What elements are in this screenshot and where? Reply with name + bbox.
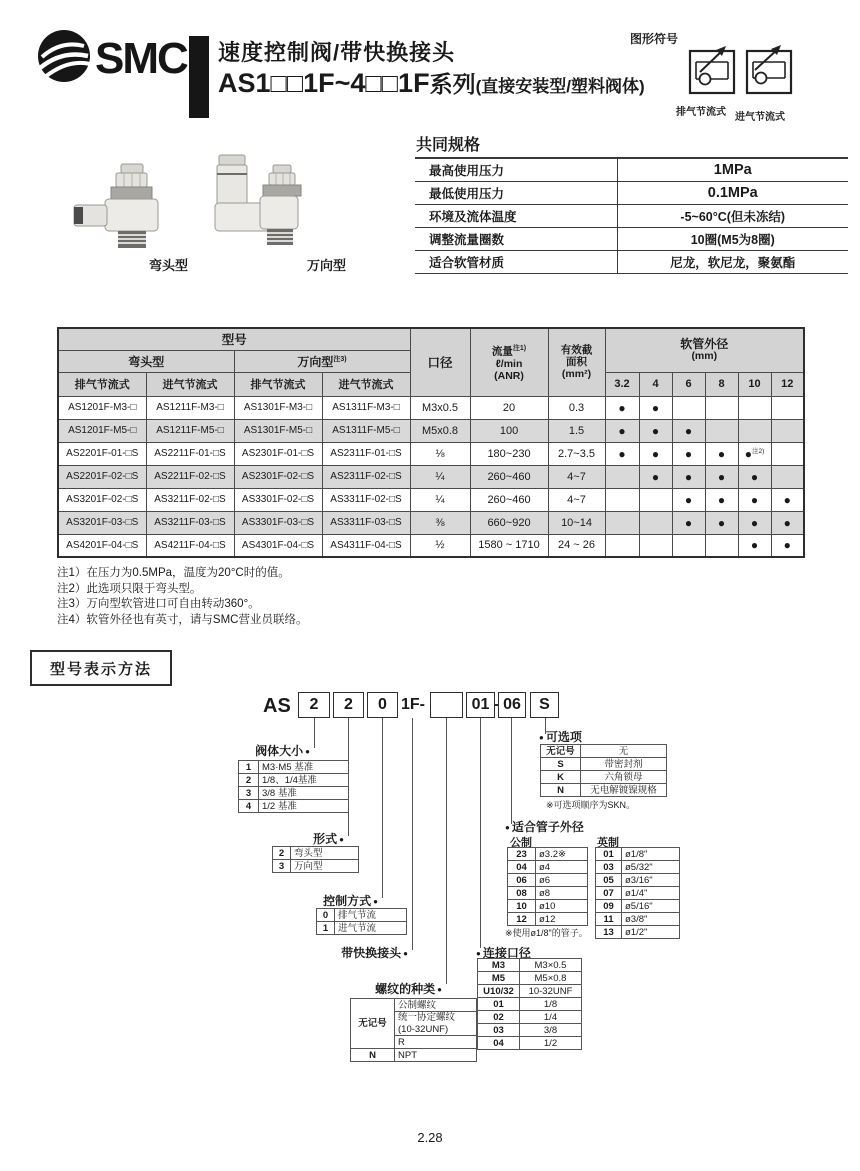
code-box-port: 01 [466,692,495,718]
col-header-od-10: 10 [738,372,771,396]
spec-label: 最高使用压力 [415,158,617,181]
smc-logo [35,26,195,86]
model-elbow-intake: AS2211F-02-□S [146,465,234,488]
tube-od-inch-row: 01 ø1/8" [596,848,680,861]
od-dot-10 [738,419,771,442]
model-elbow-intake: AS1211F-M5-□ [146,419,234,442]
thread-row: 统一协定螺纹 (10-32UNF) [351,1012,477,1036]
od-dot-4: ● [639,442,672,465]
spec-value: 1MPa [617,158,848,181]
col-header-tube-od: 软管外径 (mm) [605,328,804,372]
col-header-od-12: 12 [771,372,804,396]
body-size-title: 阀体大小 ● [255,742,310,759]
spec-label: 适合软管材质 [415,250,617,273]
od-dot-8: ● [705,511,738,534]
tube-od-inch-row: 05 ø3/16" [596,874,680,887]
control-title: 控制方式 ● [323,892,378,909]
control-row: 1 进气节流 [317,922,407,935]
od-dot-10: ● [738,534,771,557]
col-header-od-4: 4 [639,372,672,396]
tube-od-metric-row: 04 ø4 [508,861,588,874]
brand-text: SMC [95,34,187,83]
thread-type-table [350,998,477,1062]
model-universal-intake: AS2311F-02-□S [322,465,410,488]
area-value: 10~14 [548,511,605,534]
tube-od-metric-row: 23 ø3.2※ [508,848,588,861]
form-title: 形式 ● [313,830,344,847]
code-box-form: 2 [333,692,364,718]
code-box-option: S [530,692,559,718]
header-divider-bar [189,36,209,118]
port-size-row: U10/32 10-32UNF [478,985,582,998]
spec-row [415,204,848,227]
series-title [218,66,645,99]
od-dot-12 [771,396,804,419]
thread-row: N NPT [351,1049,477,1062]
leader-line-body-size [314,718,315,748]
code-box-thread [430,692,463,718]
thread-type-title: 螺纹的种类 ● [375,980,442,997]
od-dot-8: ● [705,442,738,465]
spec-label: 环境及流体温度 [415,204,617,227]
options-note: ※可选项顺序为SKN。 [546,800,636,810]
graphic-symbols-label: 图形符号 [630,32,679,46]
model-elbow-exhaust: AS3201F-03-□S [58,511,146,534]
col-header-od-3_2: 3.2 [605,372,639,396]
model-selection-table [57,327,805,558]
od-dot-12 [771,465,804,488]
col-header-exhaust-1: 排气节流式 [58,372,146,396]
bore-value: M3x0.5 [410,396,470,419]
od-dot-6: ● [672,488,705,511]
col-header-flow: 流量$^{注1)}$ ℓ/min (ANR) [470,328,548,396]
tube-od-inch-row: 11 ø3/8" [596,913,680,926]
tube-od-metric-row: 08 ø8 [508,887,588,900]
model-table-row [58,442,804,465]
series-subtitle: (直接安装型/塑料阀体) [475,77,645,96]
flow-value: 1580 ~ 1710 [470,534,548,557]
model-table-row [58,419,804,442]
body-size-table [238,760,349,813]
control-table [316,908,407,935]
leader-line-tube-od [511,718,512,824]
options-title: ● 可选项 [539,728,582,745]
code-prefix: AS [263,695,291,717]
tube-od-inch-row: 03 ø5/32" [596,861,680,874]
model-table-row [58,534,804,557]
spec-label: 最低使用压力 [415,181,617,204]
spec-row [415,250,848,273]
model-universal-exhaust: AS1301F-M3-□ [234,396,322,419]
od-dot-4 [639,534,672,557]
od-dot-10: ● [738,511,771,534]
body-size-row: 3 3/8 基准 [239,787,349,800]
model-universal-exhaust: AS1301F-M5-□ [234,419,322,442]
od-dot-6 [672,534,705,557]
od-dot-4: ● [639,419,672,442]
thread-row: 无记号 公制螺纹 [351,999,477,1012]
universal-valve-image [205,152,325,260]
spec-value: 尼龙，软尼龙，聚氨酯 [617,250,848,273]
od-dot-8: ● [705,488,738,511]
code-box-body-size: 2 [298,692,330,718]
spec-row [415,181,848,204]
body-size-row: 4 1/2 基准 [239,800,349,813]
od-dot-4 [639,488,672,511]
universal-type-caption: 万向型 [307,258,347,273]
series-model-range: AS1□□1F~4□□1F [218,68,430,98]
model-table-row [58,396,804,419]
form-table [272,846,359,873]
col-header-od-8: 8 [705,372,738,396]
model-elbow-exhaust: AS2201F-02-□S [58,465,146,488]
flow-value: 100 [470,419,548,442]
model-elbow-intake: AS4211F-04-□S [146,534,234,557]
col-header-od-6: 6 [672,372,705,396]
page-number: 2.28 [417,1130,443,1145]
page-title: 速度控制阀/带快换接头 [218,40,456,65]
bore-value: ⅜ [410,511,470,534]
od-dot-4: ● [639,396,672,419]
body-size-row: 1 M3·M5 基准 [239,761,349,774]
spec-row [415,158,848,181]
series-word: 系列 [429,71,476,97]
symbol-caption-intake: 进气节流式 [735,112,785,123]
model-elbow-exhaust: AS1201F-M3-□ [58,396,146,419]
note-line: 注2）此选项只限于弯头型。 [57,582,202,595]
area-value: 4~7 [548,465,605,488]
col-header-model: 型号 [58,328,410,350]
metric-note: ※使用ø1/8"的管子。 [505,928,588,938]
od-dot-8: ● [705,465,738,488]
options-row: 无记号 无 [541,745,667,758]
od-dot-3_2 [605,465,639,488]
bore-value: ½ [410,534,470,557]
area-value: 1.5 [548,419,605,442]
od-dot-6: ● [672,419,705,442]
code-mid-1f: 1F- [401,696,425,713]
flow-value: 20 [470,396,548,419]
od-dot-8 [705,419,738,442]
model-universal-intake: AS2311F-01-□S [322,442,410,465]
inch-label: 英制 [597,837,619,849]
col-header-exhaust-2: 排气节流式 [234,372,322,396]
model-elbow-intake: AS3211F-02-□S [146,488,234,511]
form-row: 2 弯头型 [273,847,359,860]
tube-od-metric-row: 06 ø6 [508,874,588,887]
tube-od-metric-row: 12 ø12 [508,913,588,926]
model-universal-exhaust: AS3301F-03-□S [234,511,322,534]
model-universal-exhaust: AS2301F-02-□S [234,465,322,488]
leader-line-thread [446,718,447,984]
col-header-intake-2: 进气节流式 [322,372,410,396]
model-elbow-exhaust: AS2201F-01-□S [58,442,146,465]
options-row: S 带密封剂 [541,758,667,771]
flow-value: 180~230 [470,442,548,465]
col-header-bore: 口径 [410,328,470,396]
od-dot-6: ● [672,465,705,488]
port-size-row: M5 M5×0.8 [478,972,582,985]
od-dot-12: ● [771,534,804,557]
elbow-valve-image [68,162,198,257]
col-header-universal: 万向型$^{注3)}$ [234,350,410,372]
metric-label: 公制 [510,837,532,849]
port-size-row: 01 1/8 [478,998,582,1011]
model-universal-exhaust: AS2301F-01-□S [234,442,322,465]
od-dot-10: ●$^{注2)}$ [738,442,771,465]
od-dot-4: ● [639,465,672,488]
area-value: 2.7~3.5 [548,442,605,465]
od-dot-3_2: ● [605,419,639,442]
od-dot-10: ● [738,488,771,511]
port-size-row: 04 1/2 [478,1037,582,1050]
od-dot-3_2 [605,534,639,557]
spec-value: 0.1MPa [617,181,848,204]
quick-fitting-label: 带快换接头 ● [341,944,408,961]
model-table-row [58,465,804,488]
od-dot-8 [705,534,738,557]
common-specs-title: 共同规格 [416,137,481,154]
od-dot-3_2 [605,511,639,534]
model-elbow-exhaust: AS4201F-04-□S [58,534,146,557]
port-size-row: M3 M3×0.5 [478,959,582,972]
od-dot-12 [771,419,804,442]
bore-value: ¼ [410,465,470,488]
spec-label: 调整流量圈数 [415,227,617,250]
model-universal-intake: AS3311F-03-□S [322,511,410,534]
form-row: 3 万向型 [273,860,359,873]
notes-list [57,566,307,628]
intake-throttle-symbol-icon [745,40,793,96]
bore-value: ⅛ [410,442,470,465]
note-line: 注3）万向型软管进口可自由转动360°。 [57,598,260,610]
bore-value: ¼ [410,488,470,511]
flow-value: 260~460 [470,488,548,511]
common-specs-table [415,157,848,274]
options-row: K 六角锁母 [541,771,667,784]
flow-value: 260~460 [470,465,548,488]
tube-od-inch-table [595,847,680,939]
options-table [540,744,667,797]
model-table-row [58,488,804,511]
port-size-table [477,958,582,1050]
model-universal-intake: AS4311F-04-□S [322,534,410,557]
model-universal-intake: AS1311F-M3-□ [322,396,410,419]
od-dot-8 [705,396,738,419]
col-header-elbow: 弯头型 [58,350,234,372]
area-value: 4~7 [548,488,605,511]
od-dot-10 [738,396,771,419]
note-line: 注4）软管外径也有英寸，请与SMC营业员联络。 [57,613,308,626]
od-dot-6: ● [672,511,705,534]
spec-row [415,227,848,250]
tube-od-inch-row: 09 ø5/16" [596,900,680,913]
tube-od-metric-row: 10 ø10 [508,900,588,913]
leader-line-port [480,718,481,948]
od-dot-3_2: ● [605,442,639,465]
od-dot-6 [672,396,705,419]
tube-od-metric-table [507,847,588,926]
model-table-row [58,511,804,534]
col-header-intake-1: 进气节流式 [146,372,234,396]
model-elbow-exhaust: AS1201F-M5-□ [58,419,146,442]
spec-value: -5~60°C(但未冻结) [617,204,848,227]
model-elbow-intake: AS3211F-03-□S [146,511,234,534]
designation-title-box: 型号表示方法 [30,650,172,686]
area-value: 0.3 [548,396,605,419]
elbow-type-caption: 弯头型 [149,258,189,273]
note-line: 注1）在压力为0.5MPa，温度为20°C时的值。 [57,567,290,579]
port-size-row: 03 3/8 [478,1024,582,1037]
od-dot-3_2: ● [605,396,639,419]
od-dot-12: ● [771,488,804,511]
flow-value: 660~920 [470,511,548,534]
leader-line-quick-fitting [412,718,413,950]
model-elbow-exhaust: AS3201F-02-□S [58,488,146,511]
thread-row: R [351,1036,477,1049]
model-elbow-intake: AS2211F-01-□S [146,442,234,465]
area-value: 24 ~ 26 [548,534,605,557]
od-dot-4 [639,511,672,534]
code-box-control: 0 [367,692,398,718]
model-universal-exhaust: AS4301F-04-□S [234,534,322,557]
spec-value: 10圈(M5为8圈) [617,227,848,250]
od-dot-6: ● [672,442,705,465]
tube-od-inch-row: 07 ø1/4" [596,887,680,900]
body-size-row: 2 1/8、1/4基准 [239,774,349,787]
leader-line-control [382,718,383,898]
port-size-title: ● 连接口径 [476,944,531,961]
port-size-row: 02 1/4 [478,1011,582,1024]
model-universal-intake: AS3311F-02-□S [322,488,410,511]
tube-od-inch-row: 13 ø1/2" [596,926,680,939]
bore-value: M5x0.8 [410,419,470,442]
od-dot-12: ● [771,511,804,534]
od-dot-12 [771,442,804,465]
code-box-tube-od: 06 [498,692,526,718]
model-universal-intake: AS1311F-M5-□ [322,419,410,442]
exhaust-throttle-symbol-icon [688,40,736,96]
od-dot-3_2 [605,488,639,511]
col-header-area: 有效截 面积 (mm²) [548,328,605,396]
model-universal-exhaust: AS3301F-02-□S [234,488,322,511]
control-row: 0 排气节流 [317,909,407,922]
od-dot-10: ● [738,465,771,488]
tube-od-title: ● 适合管子外径 [505,818,584,835]
options-row: N 无电解镀镍规格 [541,784,667,797]
model-elbow-intake: AS1211F-M3-□ [146,396,234,419]
symbol-caption-exhaust: 排气节流式 [676,107,726,118]
